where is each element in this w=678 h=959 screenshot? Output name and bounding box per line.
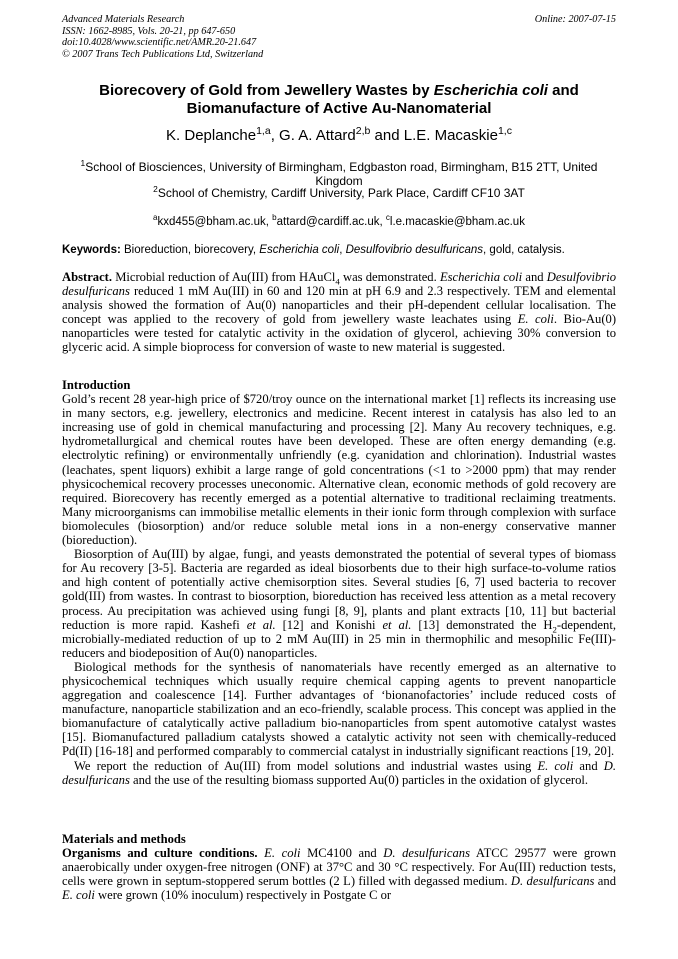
journal-header xyxy=(62,14,616,60)
intro-paragraph-3: Biological methods for the synthesis of nanomaterials have recently emerged as an alternative to physicochemical techniques which usually require chemical capping agents to prevent nanoparticle aggregation and coalescence [14]. Further advantages of ‘bionanofactories’ include reduced costs of manufacture, nanoparticle stabilization and an eco-friendly, scalable process. This concept was applied in the biomanufacture of catalytically active palladium bio-nanoparticles from spent automotive catalyst wastes [15]. Biomanufactured palladium catalysts showed a catalytic activity not seen with chemically-reduced Pd(II) [16-18] and performed comparably to commercial catalyst in industrially significant reactions [19, 20]. xyxy=(62,659,616,759)
affiliation-1: $^1$School of Biosciences, University of Birmingham, Edgbaston road, Birmingham, B15 2TT, United Kingdom xyxy=(80,158,598,188)
intro-paragraph-2: Biosorption of Au(III) by algae, fungi, and yeasts demonstrated the potential of several types of biomass for Au recovery [3-5]. Bacteria are regarded as ideal biosorbents due to their high surface-to-volume ratios and high content of potentially active chemisorption sites. Several studies [6, 7] used bacteria to recover gold(III) from wastes. In contrast to biosorption, bioreduction has received less attention as a metal recovery process. Au precipitation was achieved using fungi [8, 9], plants and plant extracts [10, 11] but bacterial reduction is more rapid. Kashefi et al. [12] and Konishi et al. [13] demonstrated the $H_2$-dependent, microbially-mediated reduction of up to 2 mM Au(III) in 25 min in thermophilic and mesophilic Fe(III)-reducers and biodeposition of Au(0) nanoparticles. xyxy=(62,547,616,660)
introduction-section xyxy=(62,378,616,787)
methods-heading: Materials and methods xyxy=(62,832,186,846)
online-date: Online: 2007-07-15 xyxy=(534,14,616,25)
author-list: K. Deplanche$^{1,a}$, G. A. Attard$^{2,b}$ and L.E. Macaskie$^{1,c}$ xyxy=(166,125,512,144)
introduction-heading: Introduction xyxy=(62,378,131,392)
intro-paragraph-4: We report the reduction of Au(III) from model solutions and industrial wastes using E. coli and D. desulfuricans and the use of the resulting biomass supported Au(0) particles in the oxidation of glycerol. xyxy=(62,758,616,787)
methods-paragraph-1: Organisms and culture conditions. E. coli MC4100 and D. desulfuricans ATCC 29577 were grown anaerobically under oxygen-free nitrogen (ONF) at 37°C and 30 °C respectively. For Au(III) reduction tests, cells were grown in septum-stoppered serum bottles (2 L) filled with degassed medium. D. desulfuricans and E. coli were grown (10% inoculum) respectively in Postgate C or xyxy=(62,846,616,903)
methods-section xyxy=(62,832,616,902)
copyright-line: © 2007 Trans Tech Publications Ltd, Switzerland xyxy=(62,48,264,60)
paper-title: Biorecovery of Gold from Jewellery Wastes by Escherichia coli and Biomanufacture of Active Au-Nanomaterial xyxy=(99,82,579,117)
email-list: $^a$kxd455@bham.ac.uk, $^b$attard@cardiff.ac.uk, $^c$l.e.macaskie@bham.ac.uk xyxy=(153,213,525,228)
intro-paragraph-1: Gold’s recent 28 year-high price of $720/troy ounce on the international market [1] reflects its increasing use in many sectors, e.g. jewellery, electronics and medicine. Recent interest in catalysis has also led to an increasing use of gold in chemical manufacturing and processing [2]. Many Au recovery techniques, e.g. hydrometallurgical and chemical routes have been developed. These are often energy demanding (e.g. electrolytic refining) or environmentally unfriendly (e.g. cyanidation and chlorination). Industrial wastes (leachates, spent liquors) exhibit a large range of gold concentrations (<1 to >2000 ppm) that may render physicochemical recovery processes uneconomic. Alternative clean, economic methods of gold recovery are required. Biorecovery has recently emerged as a potential alternative to traditional reclaiming treatments. Many microorganisms can immobilise metallic elements in their ionic form through complexion with surface biomolecules (biosorption) and/or reduce soluble metal ions in a non-energy conservative manner (bioreduction). xyxy=(62,392,616,548)
doi-line: doi:10.4028/www.scientific.net/AMR.20-21.647 xyxy=(62,37,257,48)
affiliation-2: $^2$School of Chemistry, Cardiff University, Park Place, Cardiff CF10 3AT xyxy=(153,184,525,200)
keywords: Keywords: Bioreduction, biorecovery, Escherichia coli, Desulfovibrio desulfuricans, gold, catalysis. xyxy=(62,244,565,256)
journal-name: Advanced Materials Research xyxy=(62,14,185,25)
abstract: Abstract. Microbial reduction of Au(III) from HAuCl$_4$ was demonstrated. Escherichia coli and Desulfovibrio desulfuricans reduced 1 mM Au(III) in 60 and 120 min at pH 6.9 and 2.3 respectively. TEM and elemental analysis showed the formation of Au(0) nanoparticles and their pH-dependent cellular localisation. The concept was applied to the recovery of gold from jewellery waste leachates using E. coli. Bio-Au(0) nanoparticles were tested for catalytic activity in the oxidation of glycerol, achieving 30% conversion to glyceric acid. A simple bioprocess for conversion of waste to new material is suggested. xyxy=(62,270,617,355)
issn-line: ISSN: 1662-8985, Vols. 20-21, pp 647-650 xyxy=(62,25,236,37)
